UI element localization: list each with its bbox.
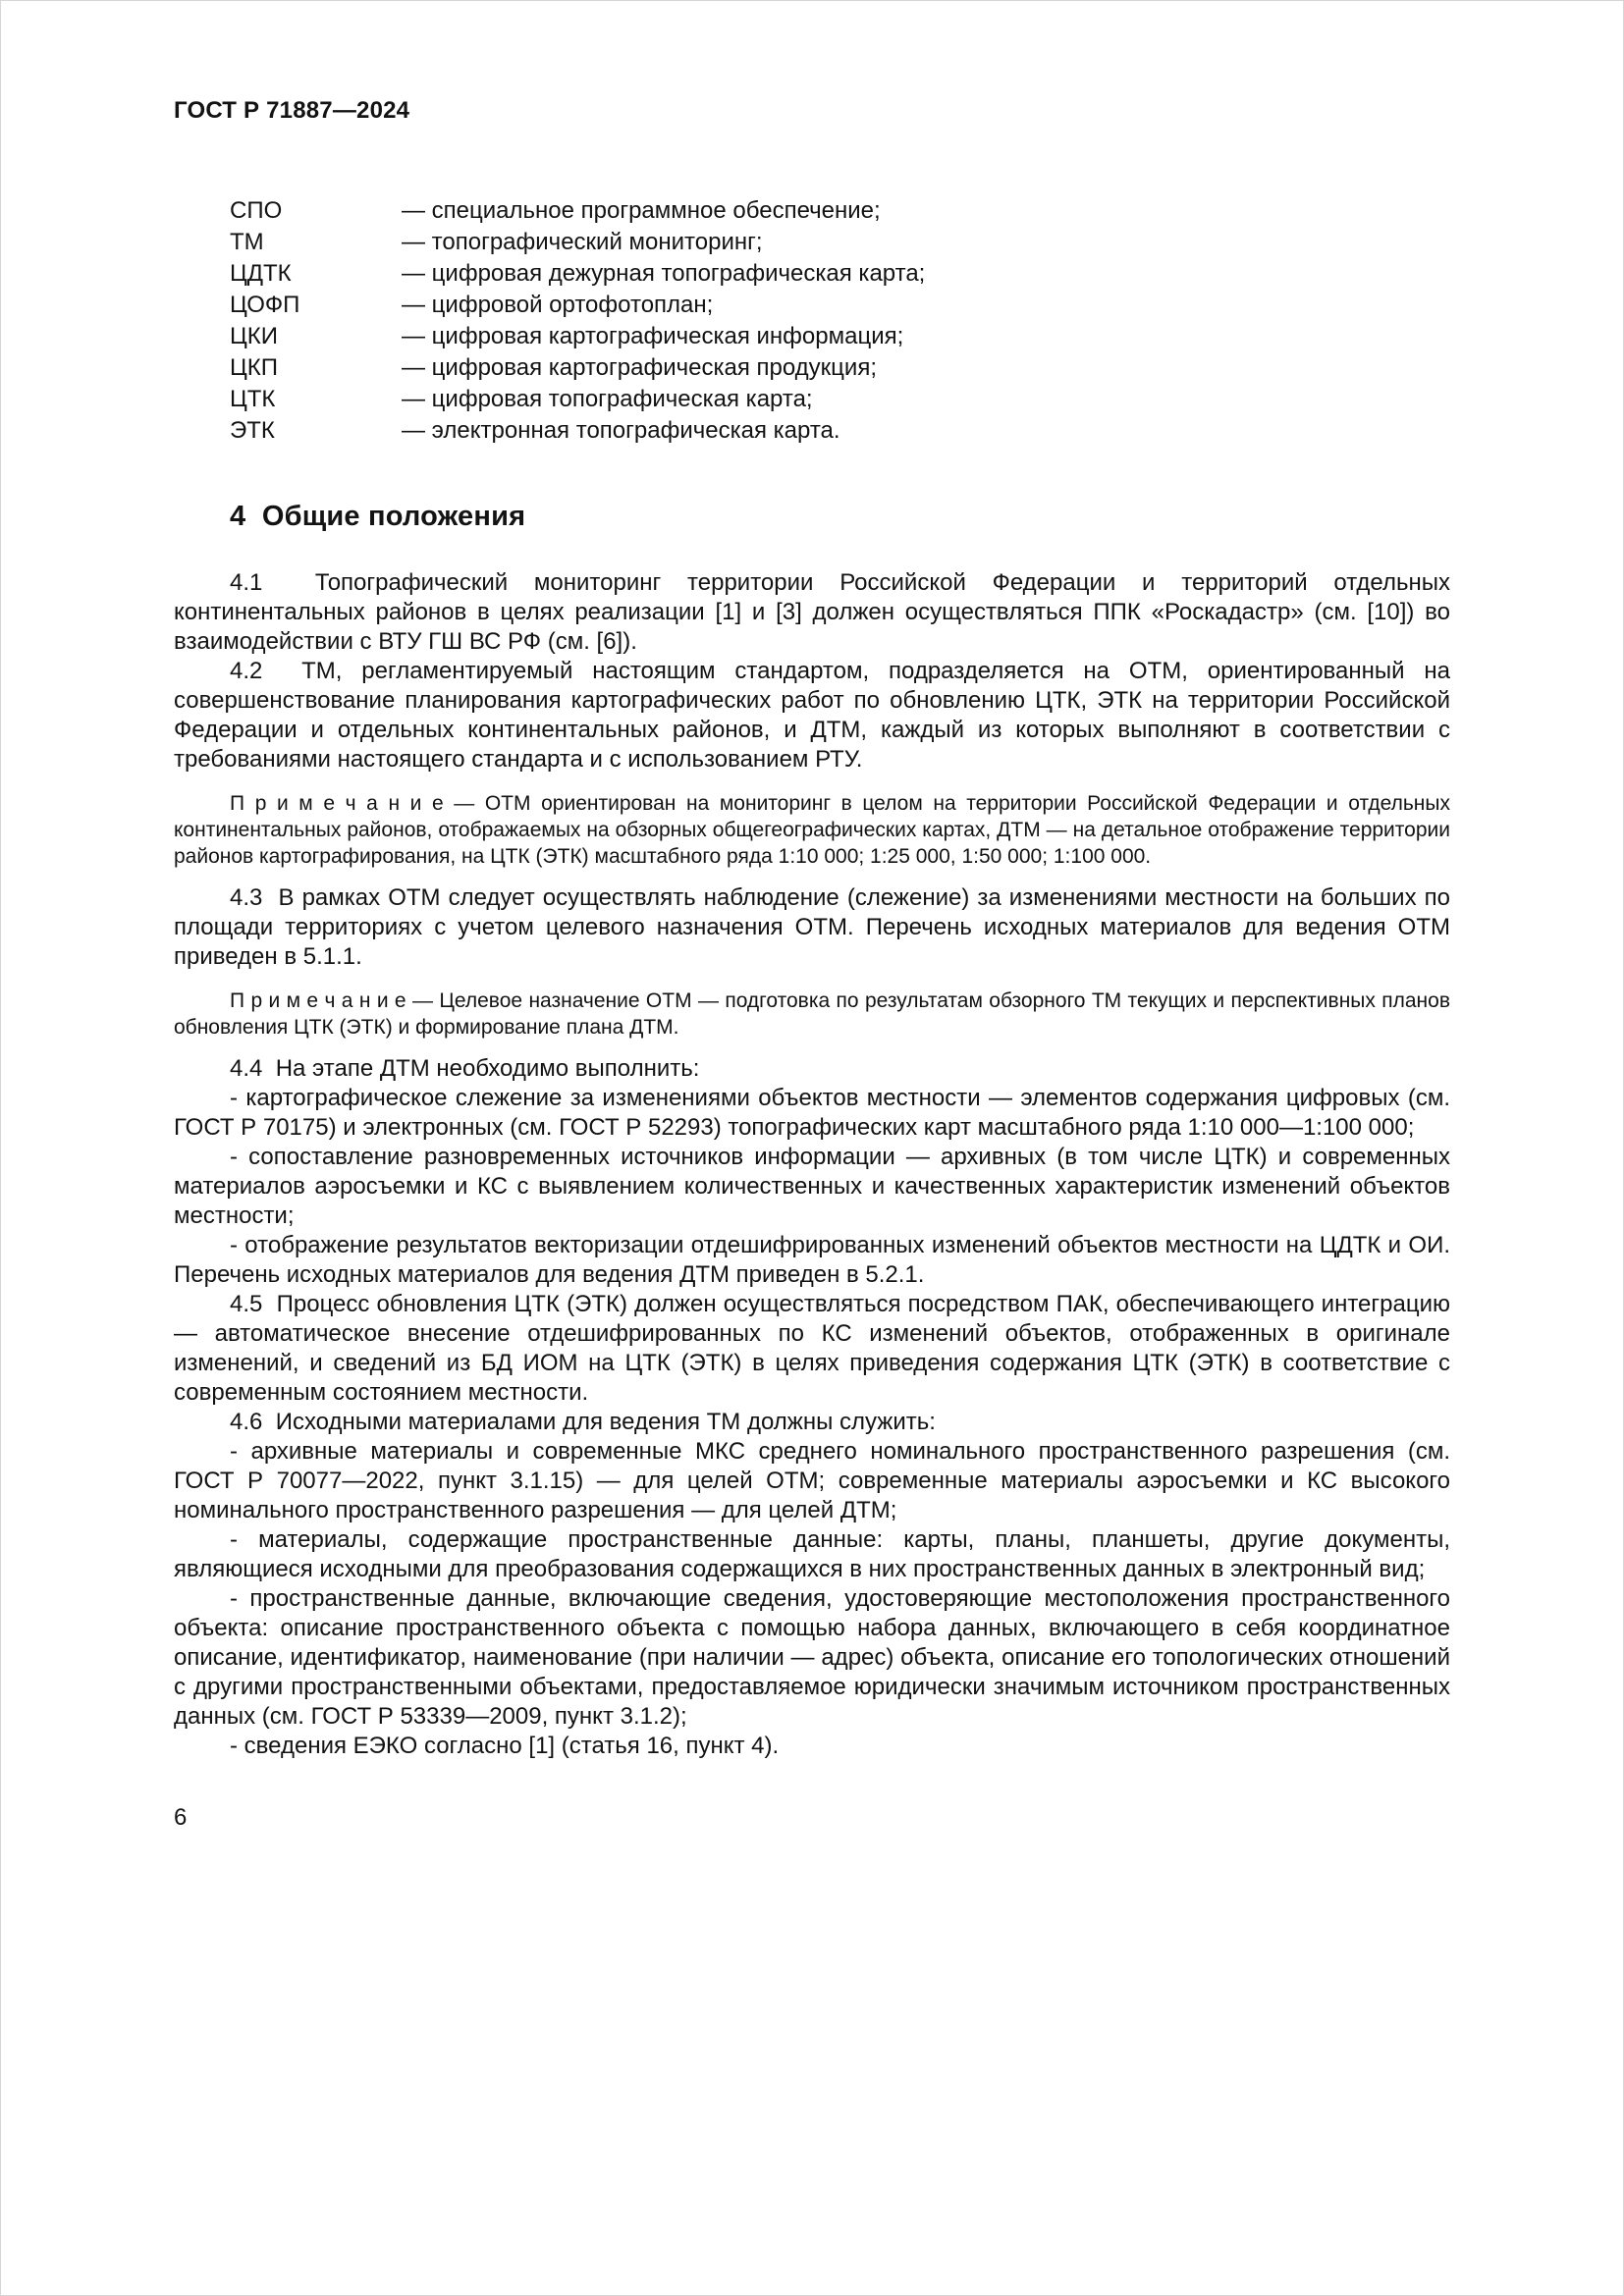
paragraph-4-1: 4.1 Топографический мониторинг территории Российской Федерации и территорий отдельных континентальных районов в целях реализации [1] и [3] должен осуществляться ППК «Роскадастр» (см. [10]) во взаимодействии с ВТУ ГШ ВС РФ (см. [6]). <box>174 569 1450 655</box>
abbreviation-row <box>174 227 1450 258</box>
abbreviation-definition: — цифровая картографическая продукция; <box>402 354 877 381</box>
abbreviation-term: ЦКП <box>230 354 278 381</box>
paragraph-4-3: 4.3 В рамках ОТМ следует осуществлять наблюдение (слежение) за изменениями местности на больших по площади территориях с учетом целевого назначения ОТМ. Перечень исходных материалов для ведения ОТМ приведен в 5.1.1. <box>174 884 1450 970</box>
abbreviation-term: ЦТК <box>230 386 276 412</box>
abbreviation-definition: — цифровая картографическая информация; <box>402 323 904 349</box>
list-item: - картографическое слежение за изменениями объектов местности — элементов содержания цифровых (см. ГОСТ Р 70175) и электронных (см. ГОСТ Р 52293) топографических карт масштабного ряда 1:10 000—1:100 000; <box>174 1085 1450 1141</box>
abbreviation-term: ЦОФП <box>230 292 300 318</box>
abbreviation-term: ЭТК <box>230 417 275 444</box>
abbreviation-row <box>174 415 1450 447</box>
abbreviation-definition: — цифровая топографическая карта; <box>402 386 813 412</box>
abbreviation-term: ЦКИ <box>230 323 278 349</box>
abbreviation-definition: — специальное программное обеспечение; <box>402 197 881 224</box>
list-item: - пространственные данные, включающие сведения, удостоверяющие местоположения пространственного объекта: описание пространственного объекта с помощью набора данных, включающего в себя координатное описание, идентификатор, наименование (при наличии — адрес) объекта, описание его топологических отношений с другими пространственными объектами, предоставляемое юридически значимым источником пространственных данных (см. ГОСТ Р 53339—2009, пункт 3.1.2); <box>174 1585 1450 1730</box>
abbreviation-definition: — цифровой ортофотоплан; <box>402 292 714 318</box>
note-paragraph: П р и м е ч а н и е — ОТМ ориентирован на мониторинг в целом на территории Российской Федерации и отдельных континентальных районов, отображаемых на обзорных общегеографических картах, ДТМ — на детальное отображение территории районов картографирования, на ЦТК (ЭТК) масштабного ряда 1:10 000; 1:25 000, 1:50 000; 1:100 000. <box>174 792 1450 868</box>
abbreviation-term: ЦДТК <box>230 260 292 287</box>
abbreviation-definition: — электронная топографическая карта. <box>402 417 840 444</box>
abbreviation-list <box>174 195 1450 447</box>
abbreviation-row <box>174 195 1450 227</box>
paragraph-4-6: 4.6 Исходными материалами для ведения ТМ должны служить: <box>230 1409 936 1435</box>
list-item: - материалы, содержащие пространственные данные: карты, планы, планшеты, другие документы, являющиеся исходными для преобразования содержащихся в них пространственных данных в электронный вид; <box>174 1526 1450 1582</box>
abbreviation-row <box>174 384 1450 415</box>
abbreviation-term: СПО <box>230 197 283 224</box>
paragraph-4-2: 4.2 ТМ, регламентируемый настоящим стандартом, подразделяется на ОТМ, ориентированный на совершенствование планирования картографических работ по обновлению ЦТК, ЭТК на территории Российской Федерации и отдельных континентальных районов, и ДТМ, каждый из которых выполняют в соответствии с требованиями настоящего стандарта и с использованием РТУ. <box>174 658 1450 773</box>
page-number: 6 <box>174 1804 188 1831</box>
list-item: - сопоставление разновременных источников информации — архивных (в том числе ЦТК) и современных материалов аэросъемки и КС с выявлением количественных и качественных характеристик изменений объектов местности; <box>174 1144 1450 1229</box>
document-number: ГОСТ Р 71887—2024 <box>174 97 410 124</box>
paragraph-4-4: 4.4 На этапе ДТМ необходимо выполнить: <box>230 1055 700 1082</box>
section-heading: 4 Общие положения <box>230 501 526 532</box>
abbreviation-row <box>174 290 1450 321</box>
note-paragraph: П р и м е ч а н и е — Целевое назначение ОТМ — подготовка по результатам обзорного ТМ текущих и перспективных планов обновления ЦТК (ЭТК) и формирование плана ДТМ. <box>174 989 1450 1039</box>
abbreviation-term: ТМ <box>230 229 264 255</box>
abbreviation-row <box>174 258 1450 290</box>
list-item: - архивные материалы и современные МКС среднего номинального пространственного разрешения (см. ГОСТ Р 70077—2022, пункт 3.1.15) — для целей ОТМ; современные материалы аэросъемки и КС высокого номинального пространственного разрешения — для целей ДТМ; <box>174 1438 1450 1523</box>
abbreviation-definition: — цифровая дежурная топографическая карта; <box>402 260 926 287</box>
abbreviation-definition: — топографический мониторинг; <box>402 229 763 255</box>
abbreviation-row <box>174 352 1450 384</box>
paragraph-4-5: 4.5 Процесс обновления ЦТК (ЭТК) должен осуществляться посредством ПАК, обеспечивающего интеграцию — автоматическое внесение отдешифрированных по КС изменений объектов, отображенных в оригинале изменений, и сведений из БД ИОМ на ЦТК (ЭТК) в целях приведения содержания ЦТК (ЭТК) в соответствие с современным состоянием местности. <box>174 1291 1450 1406</box>
abbreviation-row <box>174 321 1450 352</box>
list-item: - отображение результатов векторизации отдешифрированных изменений объектов местности на ЦДТК и ОИ. Перечень исходных материалов для ведения ДТМ приведен в 5.2.1. <box>174 1232 1450 1288</box>
list-item: - сведения ЕЭКО согласно [1] (статья 16, пункт 4). <box>230 1733 780 1759</box>
